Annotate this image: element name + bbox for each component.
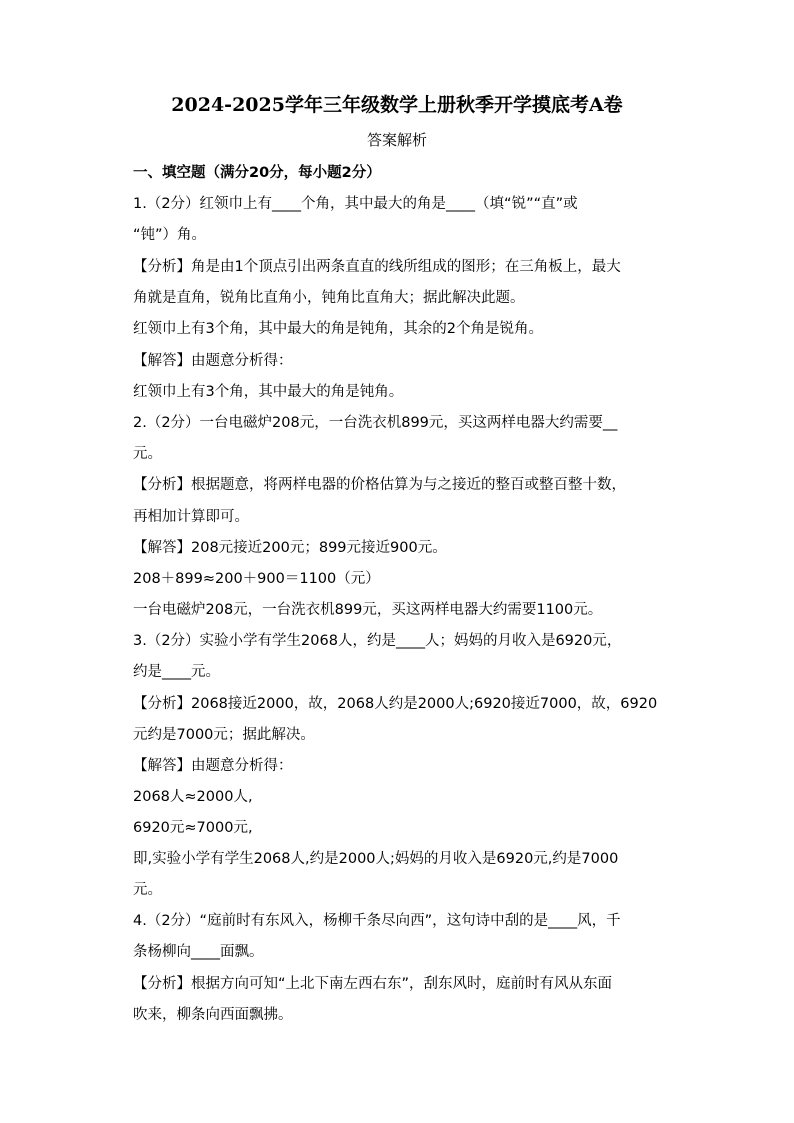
question-3-answer-line-5: 元。 [133,882,162,898]
question-3-answer-line-2: 2068人≈2000人, [133,789,253,805]
document-title: 2024-2025学年三年级数学上册秋季开学摸底考A卷 [171,94,623,116]
question-4-line-2: 条杨柳向____面飘。 [133,944,264,960]
question-4-analysis-line-2: 吹来，柳条向西面飘拂。 [133,1007,293,1023]
question-1-answer-line-1: 【解答】由题意分析得： [133,353,293,369]
question-1-answer-line-2: 红领巾上有3个角，其中最大的角是钝角。 [133,384,404,400]
question-1-analysis-line-3: 红领巾上有3个角，其中最大的角是钝角，其余的2个角是锐角。 [133,321,543,337]
question-2-analysis-line-1: 【分析】根据题意，将两样电器的价格估算为与之接近的整百或整百整十数， [133,477,626,493]
question-4-analysis-line-1: 【分析】根据方向可知“上北下南左西右东”，刮东风时，庭前时有风从东面 [133,976,613,992]
question-2-answer-line-3: 一台电磁炉208元，一台洗衣机899元，买这两样电器大约需要1100元。 [133,602,603,618]
question-3-answer-line-1: 【解答】由题意分析得： [133,758,293,774]
question-3-line-2: 约是____元。 [133,664,220,680]
section-heading: 一、填空题（满分20分，每小题2分） [133,165,381,181]
question-2-analysis-line-2: 再相加计算即可。 [133,509,249,525]
question-3-analysis-line-2: 元约是7000元；据此解决。 [133,727,315,743]
question-2-line-1: 2.（2分）一台电磁炉208元，一台洗衣机899元，买这两样电器大约需要__ [133,415,618,431]
question-3-line-1: 3.（2分）实验小学有学生2068人，约是____人；妈妈的月收入是6920元， [133,633,622,649]
question-3-answer-line-4: 即,实验小学有学生2068人,约是2000人;妈妈的月收入是6920元,约是7000 [133,851,619,867]
question-3-analysis-line-1: 【分析】2068接近2000，故，2068人约是2000人;6920接近7000，故，6920 [133,696,658,712]
document-subtitle: 答案解析 [366,131,427,149]
question-4-line-1: 4.（2分）“庭前时有东风入，杨柳千条尽向西”，这句诗中刮的是____风，千 [133,913,621,929]
question-2-line-2: 元。 [133,446,162,462]
question-2-answer-line-2: 208＋899≈200＋900＝1100（元） [133,571,380,587]
question-2-answer-line-1: 【解答】208元接近200元；899元接近900元。 [133,540,447,556]
question-1-analysis-line-2: 角就是直角，锐角比直角小，钝角比直角大；据此解决此题。 [133,290,525,306]
question-1-analysis-line-1: 【分析】角是由1个顶点引出两条直直的线所组成的图形；在三角板上，最大 [133,259,621,275]
question-1-line-1: 1.（2分）红领巾上有____个角，其中最大的角是____（填“锐”“直”或 [133,196,578,212]
question-3-answer-line-3: 6920元≈7000元, [133,820,253,836]
question-1-line-2: “钝”）角。 [133,227,207,243]
